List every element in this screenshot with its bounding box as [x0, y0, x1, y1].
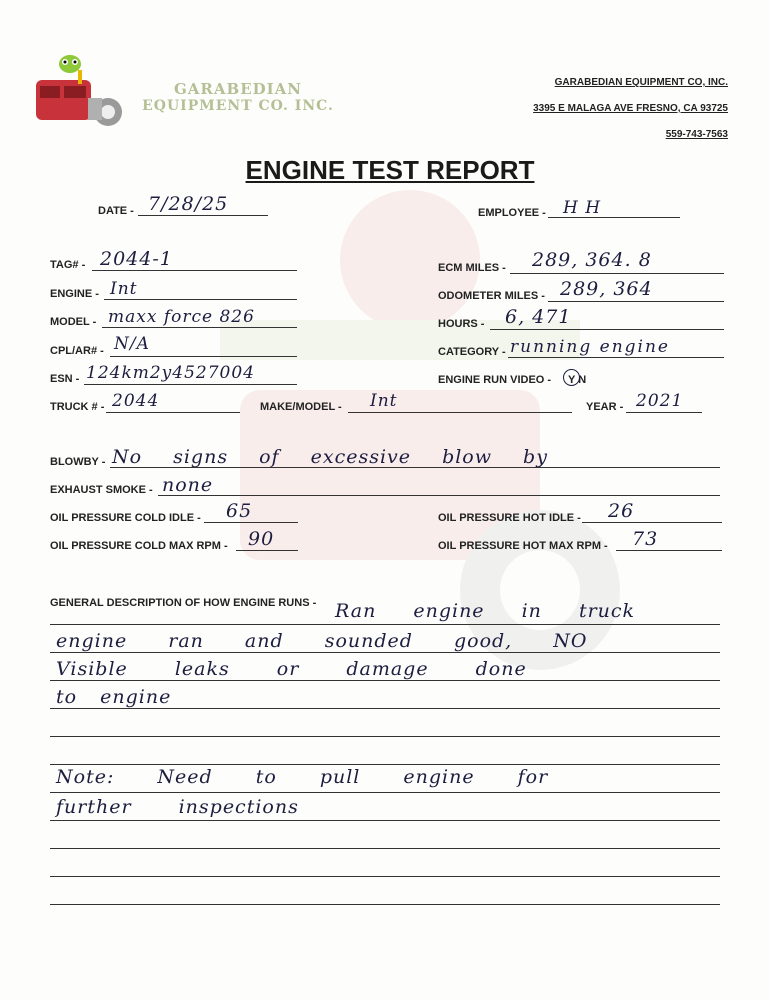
engine-run-video-label: ENGINE RUN VIDEO - — [438, 374, 552, 386]
description-line-2 — [50, 652, 720, 653]
oil-cold-max-value: 90 — [248, 528, 275, 550]
oil-cold-idle-line — [204, 522, 298, 523]
engine-line — [104, 299, 297, 300]
make-model-label: MAKE/MODEL - — [260, 401, 342, 413]
exhaust-smoke-value: none — [162, 474, 214, 496]
logo-text-line1: GARABEDIAN — [173, 80, 303, 98]
model-value: maxx force 826 — [108, 307, 255, 327]
cpl-ar-value: N/A — [114, 334, 150, 354]
model-label: MODEL - — [50, 316, 97, 328]
oil-cold-idle-label: OIL PRESSURE COLD IDLE - — [50, 512, 201, 524]
logo-company-name — [138, 80, 338, 114]
engine-run-video-options: Y N — [568, 374, 587, 386]
category-line — [508, 357, 724, 358]
truck-label: TRUCK # - — [50, 401, 105, 413]
year-value: 2021 — [636, 391, 684, 411]
oil-cold-idle-value: 65 — [226, 500, 253, 522]
cpl-ar-line — [110, 356, 297, 357]
description-line-5 — [50, 736, 720, 737]
oil-hot-max-line — [616, 550, 722, 551]
esn-line — [84, 384, 297, 385]
tag-line — [92, 270, 297, 271]
esn-value: 124km2y4527004 — [86, 363, 256, 383]
make-model-line — [348, 412, 572, 413]
description-text-1: Ran engine in truck — [335, 600, 636, 622]
date-value: 7/28/25 — [148, 193, 229, 215]
description-text-3: Visible leaks or damage done — [56, 658, 527, 680]
engine-value: Int — [110, 279, 138, 299]
company-name: GARABEDIAN EQUIPMENT CO, INC. — [554, 77, 728, 88]
description-line-8 — [50, 820, 720, 821]
description-line-1 — [50, 624, 720, 625]
truck-value: 2044 — [112, 391, 160, 411]
esn-label: ESN - — [50, 373, 80, 385]
hours-label: HOURS - — [438, 318, 485, 330]
ecm-miles-value: 289, 364. 8 — [532, 249, 652, 271]
description-line-10 — [50, 876, 720, 877]
date-line — [138, 215, 268, 216]
ecm-miles-line — [510, 273, 724, 274]
description-line-3 — [50, 680, 720, 681]
cpl-ar-label: CPL/AR# - — [50, 345, 104, 357]
description-text-6: Note: Need to pull engine for — [56, 766, 549, 788]
description-line-11 — [50, 904, 720, 905]
tag-value: 2044-1 — [100, 248, 173, 270]
exhaust-smoke-line — [158, 495, 720, 496]
exhaust-smoke-label: EXHAUST SMOKE - — [50, 484, 153, 496]
tag-label: TAG# - — [50, 259, 86, 271]
logo-mascot-icon — [30, 50, 125, 140]
oil-hot-idle-label: OIL PRESSURE HOT IDLE - — [438, 512, 581, 524]
company-logo — [30, 50, 125, 140]
year-label: YEAR - — [586, 401, 624, 413]
oil-cold-max-line — [236, 550, 298, 551]
date-label: DATE - — [98, 205, 134, 217]
category-label: CATEGORY - — [438, 346, 506, 358]
truck-line — [106, 412, 240, 413]
year-line — [626, 412, 702, 413]
oil-hot-max-value: 73 — [632, 528, 659, 550]
oil-hot-max-label: OIL PRESSURE HOT MAX RPM - — [438, 540, 608, 552]
description-line-9 — [50, 848, 720, 849]
blowby-label: BLOWBY - — [50, 456, 106, 468]
general-description-label: GENERAL DESCRIPTION OF HOW ENGINE RUNS - — [50, 597, 317, 609]
company-address: 3395 E MALAGA AVE FRESNO, CA 93725 — [533, 103, 728, 114]
logo-text-line2: EQUIPMENT CO. INC. — [142, 98, 334, 114]
hours-value: 6, 471 — [505, 306, 572, 328]
employee-value: H H — [563, 198, 602, 218]
page-title: ENGINE TEST REPORT — [245, 155, 535, 185]
company-phone: 559-743-7563 — [665, 129, 728, 140]
odometer-value: 289, 364 — [560, 278, 653, 300]
blowby-value: No signs of excessive blow by — [112, 446, 548, 468]
engine-label: ENGINE - — [50, 288, 99, 300]
video-yes-circle-icon — [563, 369, 580, 386]
odometer-label: ODOMETER MILES - — [438, 290, 545, 302]
category-value: running engine — [510, 337, 670, 357]
oil-hot-idle-value: 26 — [608, 500, 635, 522]
description-line-4 — [50, 708, 720, 709]
make-model-value: Int — [370, 391, 398, 411]
employee-label: EMPLOYEE - — [478, 207, 546, 219]
ecm-miles-label: ECM MILES - — [438, 262, 506, 274]
model-line — [102, 327, 297, 328]
oil-cold-max-label: OIL PRESSURE COLD MAX RPM - — [50, 540, 228, 552]
odometer-line — [548, 301, 724, 302]
description-line-7 — [50, 792, 720, 793]
description-text-2: engine ran and sounded good, NO — [56, 630, 588, 652]
oil-hot-idle-line — [582, 522, 722, 523]
hours-line — [490, 329, 724, 330]
description-text-7: further inspections — [56, 796, 299, 818]
description-text-4: to engine — [56, 686, 172, 708]
description-line-6 — [50, 764, 720, 765]
